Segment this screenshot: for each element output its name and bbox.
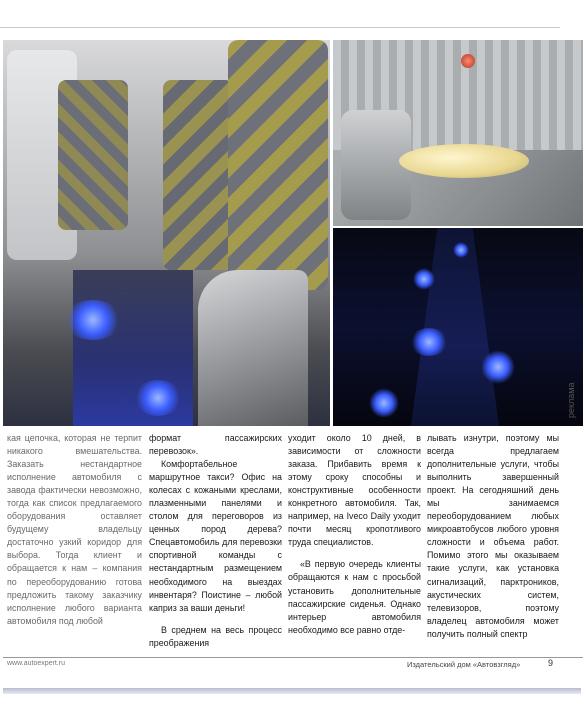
paragraph: формат пассажирских перевозок». [149, 433, 282, 457]
middle-seat-shape [163, 80, 233, 270]
bus-interior-seats-photo [3, 40, 330, 426]
folding-table-photo [333, 40, 583, 226]
page-footer [3, 657, 583, 671]
text-column-4 [427, 432, 559, 641]
led-light [369, 388, 399, 418]
rear-seat-shape [58, 80, 128, 230]
floor-led-lighting-photo [333, 228, 583, 426]
advertisement-label: реклама [566, 382, 576, 418]
paragraph: Комфортабельное маршрутное такси? Офис на колесах с кожаными креслами, плазменными панелями и столом для переговоров из ценных пород дерева? Спецавтомобиль для перевозки спортивной команды с нестандартным размещением необходимого на выездах инвентаря? Поистине – любой каприз за ваши деньги! [149, 459, 282, 613]
magazine-page [3, 40, 583, 685]
led-light [481, 350, 515, 384]
paragraph: кая цепочка, которая не терпит никакого вмешательства. Заказать нестандартное исполнение автомобиля с завода фактически невозможно, тогда как список предлагаемого оборудования оставляет будущему владельцу достаточно узкий коридор для выбора. Тогда клиент и обращается к нам – компания по переоборудованию готова предложить такому заказчику исполнение любого варианта автомобиля под любой [7, 433, 142, 626]
page-number: 9 [548, 658, 554, 668]
led-light [413, 268, 435, 290]
floor-light-glow [63, 300, 123, 340]
text-column-3 [288, 432, 421, 637]
floor-strip-shape [411, 228, 499, 426]
armrest-shape [198, 270, 308, 426]
footer-rule [3, 657, 583, 658]
paragraph: уходит около 10 дней, в зависимости от сложности заказа. Прибавить время к этому сроку способны и конструктивные особенности конкретного автомобиля. Так, например, на Iveco Daily уходит почти месяц кропотливого труда специалистов. [288, 433, 421, 548]
page-edge-shadow [3, 688, 581, 694]
text-column-2 [149, 432, 282, 650]
paragraph: лывать изнутри, поэтому мы всегда предлагаем дополнительные услуги, чтобы выполнить завершенный проект. На сегодняшний день мы занимаемся переоборудованием любых микроавтобусов любого уровня сложности и объема работ. Помимо этого мы оказываем такие услуги, как установка сигнализаций, парктроников, акустических систем, телевизоров, поэтому владелец автомобиля может получить полный спектр [427, 433, 559, 639]
website-url: www.autoexpert.ru [7, 660, 65, 667]
right-seat-shape [228, 40, 328, 290]
led-light [409, 328, 449, 356]
text-column-1 [7, 432, 142, 628]
article-text [3, 428, 559, 656]
floor-light-glow [133, 380, 183, 416]
publisher-name: Издательский дом «Автовзгляд» [407, 660, 521, 669]
led-light [453, 242, 469, 258]
table-top-shape [399, 144, 529, 178]
top-rule [0, 27, 560, 28]
reading-lamp [461, 54, 475, 68]
paragraph: В среднем на весь процесс преображения [149, 624, 282, 648]
paragraph: «В первую очередь клиенты обращаются к нам с просьбой установить дополнительные пассажирские сиденья. Однако интерьер автомобиля необходимо все равно отде- [288, 559, 421, 635]
